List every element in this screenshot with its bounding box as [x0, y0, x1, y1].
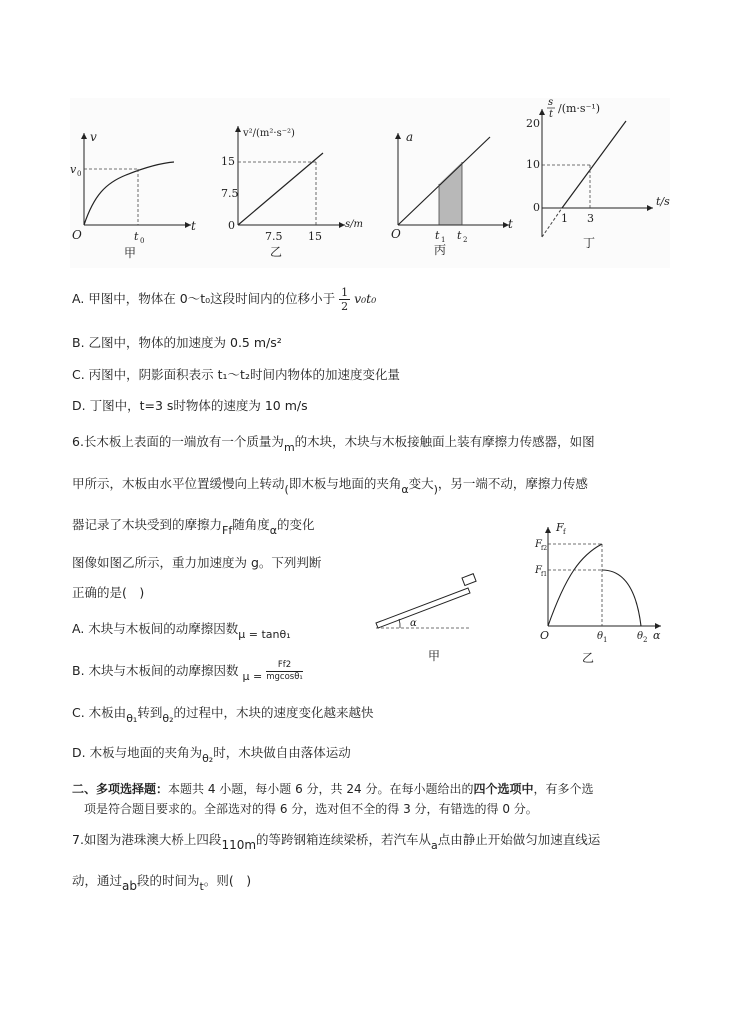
fig-jia-board	[376, 588, 470, 628]
jia-curve	[84, 162, 174, 225]
yi-origin: 0	[228, 219, 235, 232]
ding-origin: 0	[533, 201, 540, 214]
jia-v0-sub: 0	[77, 170, 82, 178]
yi-y-label: v²/(m²·s⁻²)	[243, 128, 295, 139]
jia-t0-sub: 0	[140, 237, 145, 245]
ding-line	[562, 121, 626, 208]
svg-text:f2: f2	[541, 545, 548, 552]
yi-x-label: s/m	[345, 219, 363, 230]
svg-text:1: 1	[603, 636, 608, 644]
q6-line3: 器记录了木块受到的摩擦力Ff随角度α的变化	[72, 517, 315, 537]
ding-xtick-3: 3	[587, 212, 594, 225]
jia-x-label: t	[191, 219, 196, 233]
fig-yi-cos	[602, 570, 641, 626]
fig-yi-caption: 乙	[582, 651, 595, 665]
ding-tick-10: 10	[526, 158, 540, 171]
q6-option-c: C. 木板由θ₁转到θ₂的过程中，木块的速度变化越来越快	[72, 705, 374, 725]
bing-t1: t	[435, 229, 440, 242]
graph-yi	[220, 118, 370, 263]
fig-yi-y-label: F	[556, 521, 564, 534]
fig-yi-ff2: F	[535, 539, 542, 550]
fig-yi-t1: θ	[597, 631, 604, 642]
bing-x-label: t	[508, 217, 513, 231]
q7-line1: 7.如图为港珠澳大桥上四段110m的等跨钢箱连续梁桥，若汽车从a点由静止开始做匀加速直线运	[72, 832, 601, 852]
svg-text:f1: f1	[541, 571, 548, 578]
bing-shaded-area	[439, 162, 462, 225]
yi-xtick-7.5: 7.5	[265, 230, 283, 243]
yi-tick-15: 15	[221, 155, 235, 168]
bing-t2: t	[457, 229, 462, 242]
ding-caption: 丁	[583, 236, 596, 250]
ding-y-num: s	[548, 97, 554, 108]
q6-line5: 正确的是( )	[72, 585, 145, 600]
q5-option-c: C. 丙图中，阴影面积表示 t₁～t₂时间内物体的加速度变化量	[72, 367, 400, 382]
bing-t2-sub: 2	[463, 236, 468, 244]
svg-text:2: 2	[643, 636, 648, 644]
ding-y-den: t	[549, 109, 554, 120]
q5-option-a: A. 甲图中，物体在 0～t₀这段时间内的位移小于 $\frac{1}{2}$ v₀t₀	[72, 286, 377, 313]
fig-yi-ff1: F	[535, 565, 542, 576]
q6-option-a: A. 木块与木板间的动摩擦因数μ = tanθ₁	[72, 621, 291, 641]
jia-v0: v	[70, 163, 77, 176]
fig6-jia	[368, 570, 498, 665]
bing-y-label: a	[406, 130, 414, 144]
q6-option-b: B. 木块与木板间的动摩擦因数 μ = $\frac{Ff2}{\text{mgcosθ₁}}$	[72, 660, 303, 683]
fig-yi-x-label: α	[653, 629, 661, 642]
yi-line	[238, 153, 323, 225]
bing-origin: O	[391, 227, 401, 241]
graph-ding	[528, 97, 678, 252]
section2-line2: 项是符合题目要求的。全部选对的得 6 分，选对但不全的得 3 分，有错选的得 0 分。	[84, 802, 538, 816]
jia-origin: O	[72, 228, 82, 242]
fig-yi-origin: O	[540, 629, 550, 642]
fig-jia-block	[462, 574, 476, 586]
graph-jia	[66, 125, 206, 265]
ding-y-unit: /(m·s⁻¹)	[558, 102, 601, 115]
svg-text:f: f	[563, 528, 566, 536]
bing-t1-sub: 1	[441, 236, 446, 244]
q6-line4: 图像如图乙所示，重力加速度为 g。下列判断	[72, 555, 322, 570]
fig-jia-caption: 甲	[428, 649, 441, 663]
q5-option-d: D. 丁图中，t=3 s时物体的速度为 10 m/s	[72, 398, 308, 413]
q6-line2: 甲所示，木板由水平位置缓慢向上转动(即木板与地面的夹角α变大)，另一端不动，摩擦力传感	[72, 476, 588, 496]
jia-y-label: v	[90, 130, 97, 144]
jia-caption: 甲	[124, 246, 137, 260]
q6-option-d: D. 木板与地面的夹角为θ₂时，木块做自由落体运动	[72, 745, 351, 765]
q7-line2: 动，通过ab段的时间为t。则( )	[72, 873, 252, 893]
q5-option-b: B. 乙图中，物体的加速度为 0.5 m/s²	[72, 335, 282, 350]
yi-caption: 乙	[270, 245, 283, 259]
ding-x-label: t/s	[656, 195, 670, 208]
fig-yi-t2: θ	[637, 631, 644, 642]
yi-xtick-15: 15	[308, 230, 322, 243]
ding-xtick-1: 1	[561, 212, 568, 225]
section2-line1: 二、多项选择题：本题共 4 小题，每小题 6 分，共 24 分。在每小题给出的四个选项中，有多个选	[72, 782, 594, 796]
bing-caption: 丙	[434, 243, 447, 257]
ding-tick-20: 20	[526, 117, 540, 130]
graph-bing	[384, 125, 524, 265]
fig-jia-angle: α	[410, 618, 417, 629]
fig-yi-sine	[548, 544, 602, 626]
ding-line-dashed	[542, 208, 562, 237]
yi-tick-7.5: 7.5	[221, 187, 239, 200]
jia-t0: t	[134, 230, 139, 243]
q6-line1: 6.长木板上表面的一端放有一个质量为m的木块，木块与木板接触面上装有摩擦力传感器，如图	[72, 434, 595, 454]
fig6-yi	[526, 515, 676, 670]
